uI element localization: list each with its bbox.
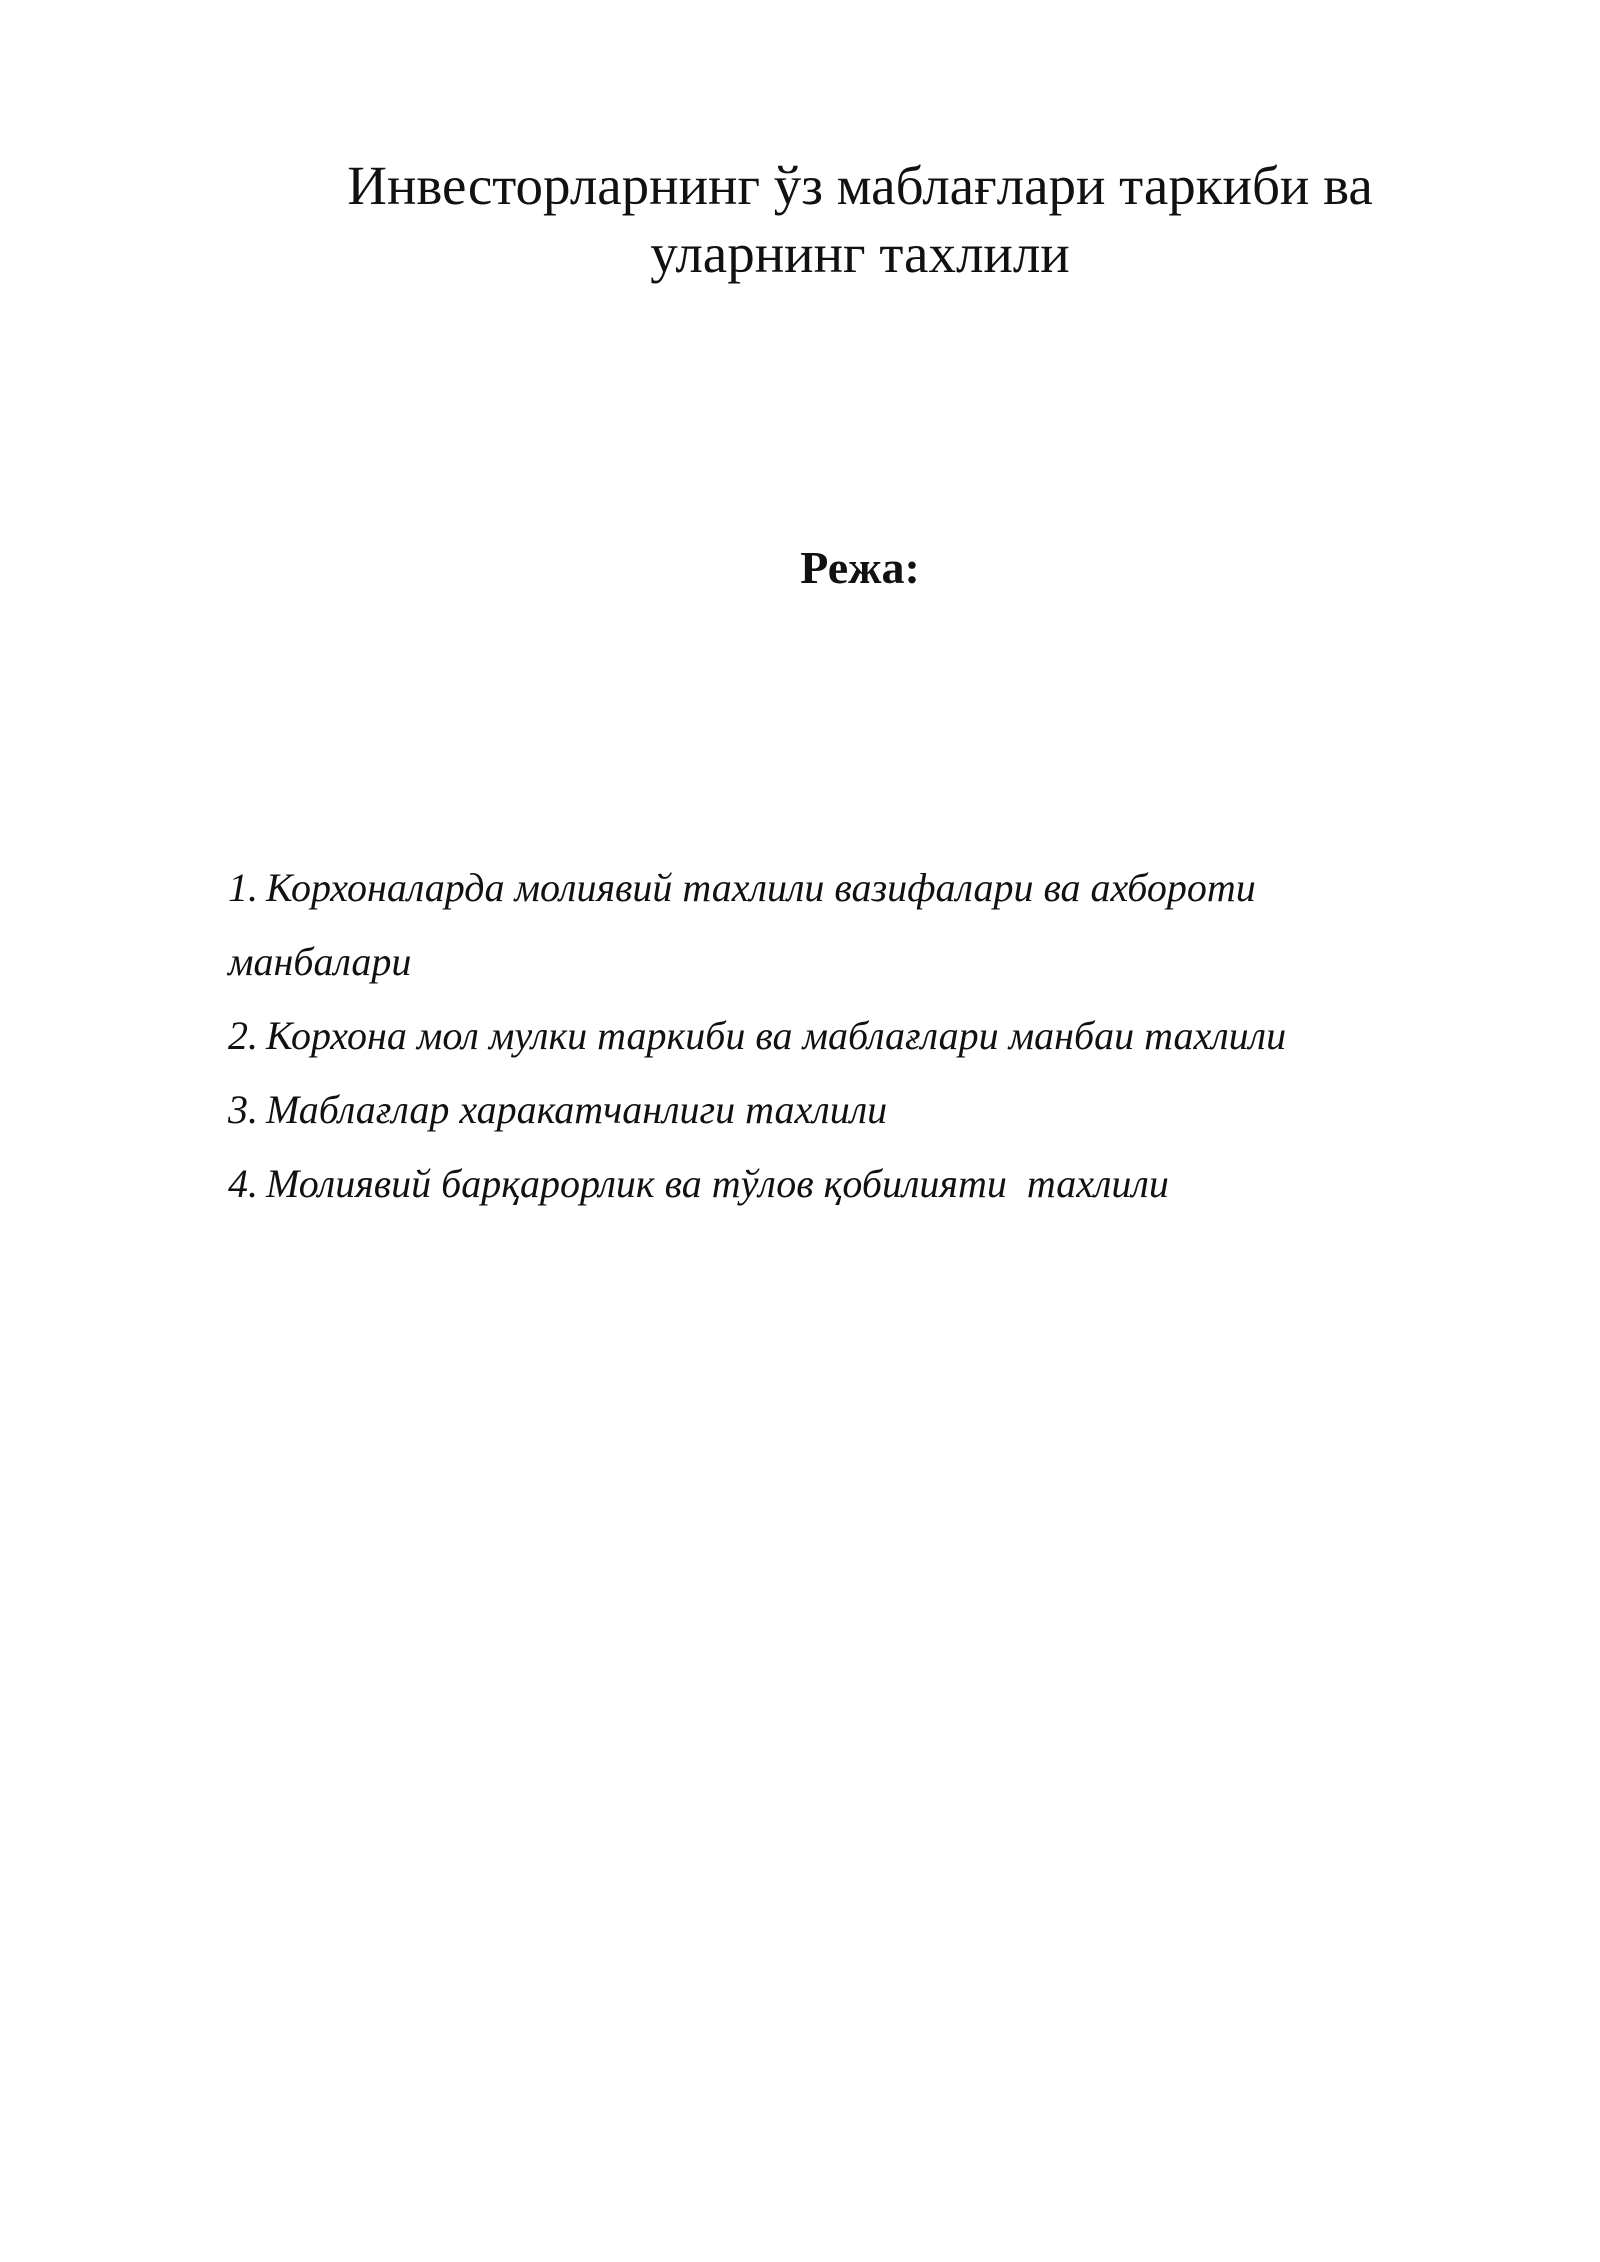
plan-item-number: 4.	[228, 1161, 258, 1206]
plan-item-number: 1.	[228, 865, 258, 910]
plan-list	[228, 851, 1428, 1221]
plan-item-number: 3.	[228, 1087, 258, 1132]
document-title	[290, 152, 1430, 288]
plan-item-1	[228, 851, 1428, 999]
document-title-line-2: уларнинг тахлили	[650, 223, 1070, 284]
plan-item-text: Молиявий барқарорлик ва тўлов қобилияти тахлили	[266, 1161, 1169, 1206]
plan-item-text-continued: манбалари	[228, 939, 412, 984]
plan-item-4	[228, 1147, 1428, 1221]
plan-item-3	[228, 1073, 1428, 1147]
plan-item-text: Корхоналарда молиявий тахлили вазифалари ва ахбороти	[266, 865, 1256, 910]
document-title-line-1: Инвесторларнинг ўз маблағлари таркиби ва	[347, 155, 1373, 216]
plan-item-text: Корхона мол мулки таркиби ва маблағлари манбаи тахлили	[266, 1013, 1287, 1058]
plan-item-text: Маблағлар харакатчанлиги тахлили	[266, 1087, 888, 1132]
plan-item-2	[228, 999, 1428, 1073]
plan-item-number: 2.	[228, 1013, 258, 1058]
plan-heading: Режа:	[800, 542, 920, 593]
